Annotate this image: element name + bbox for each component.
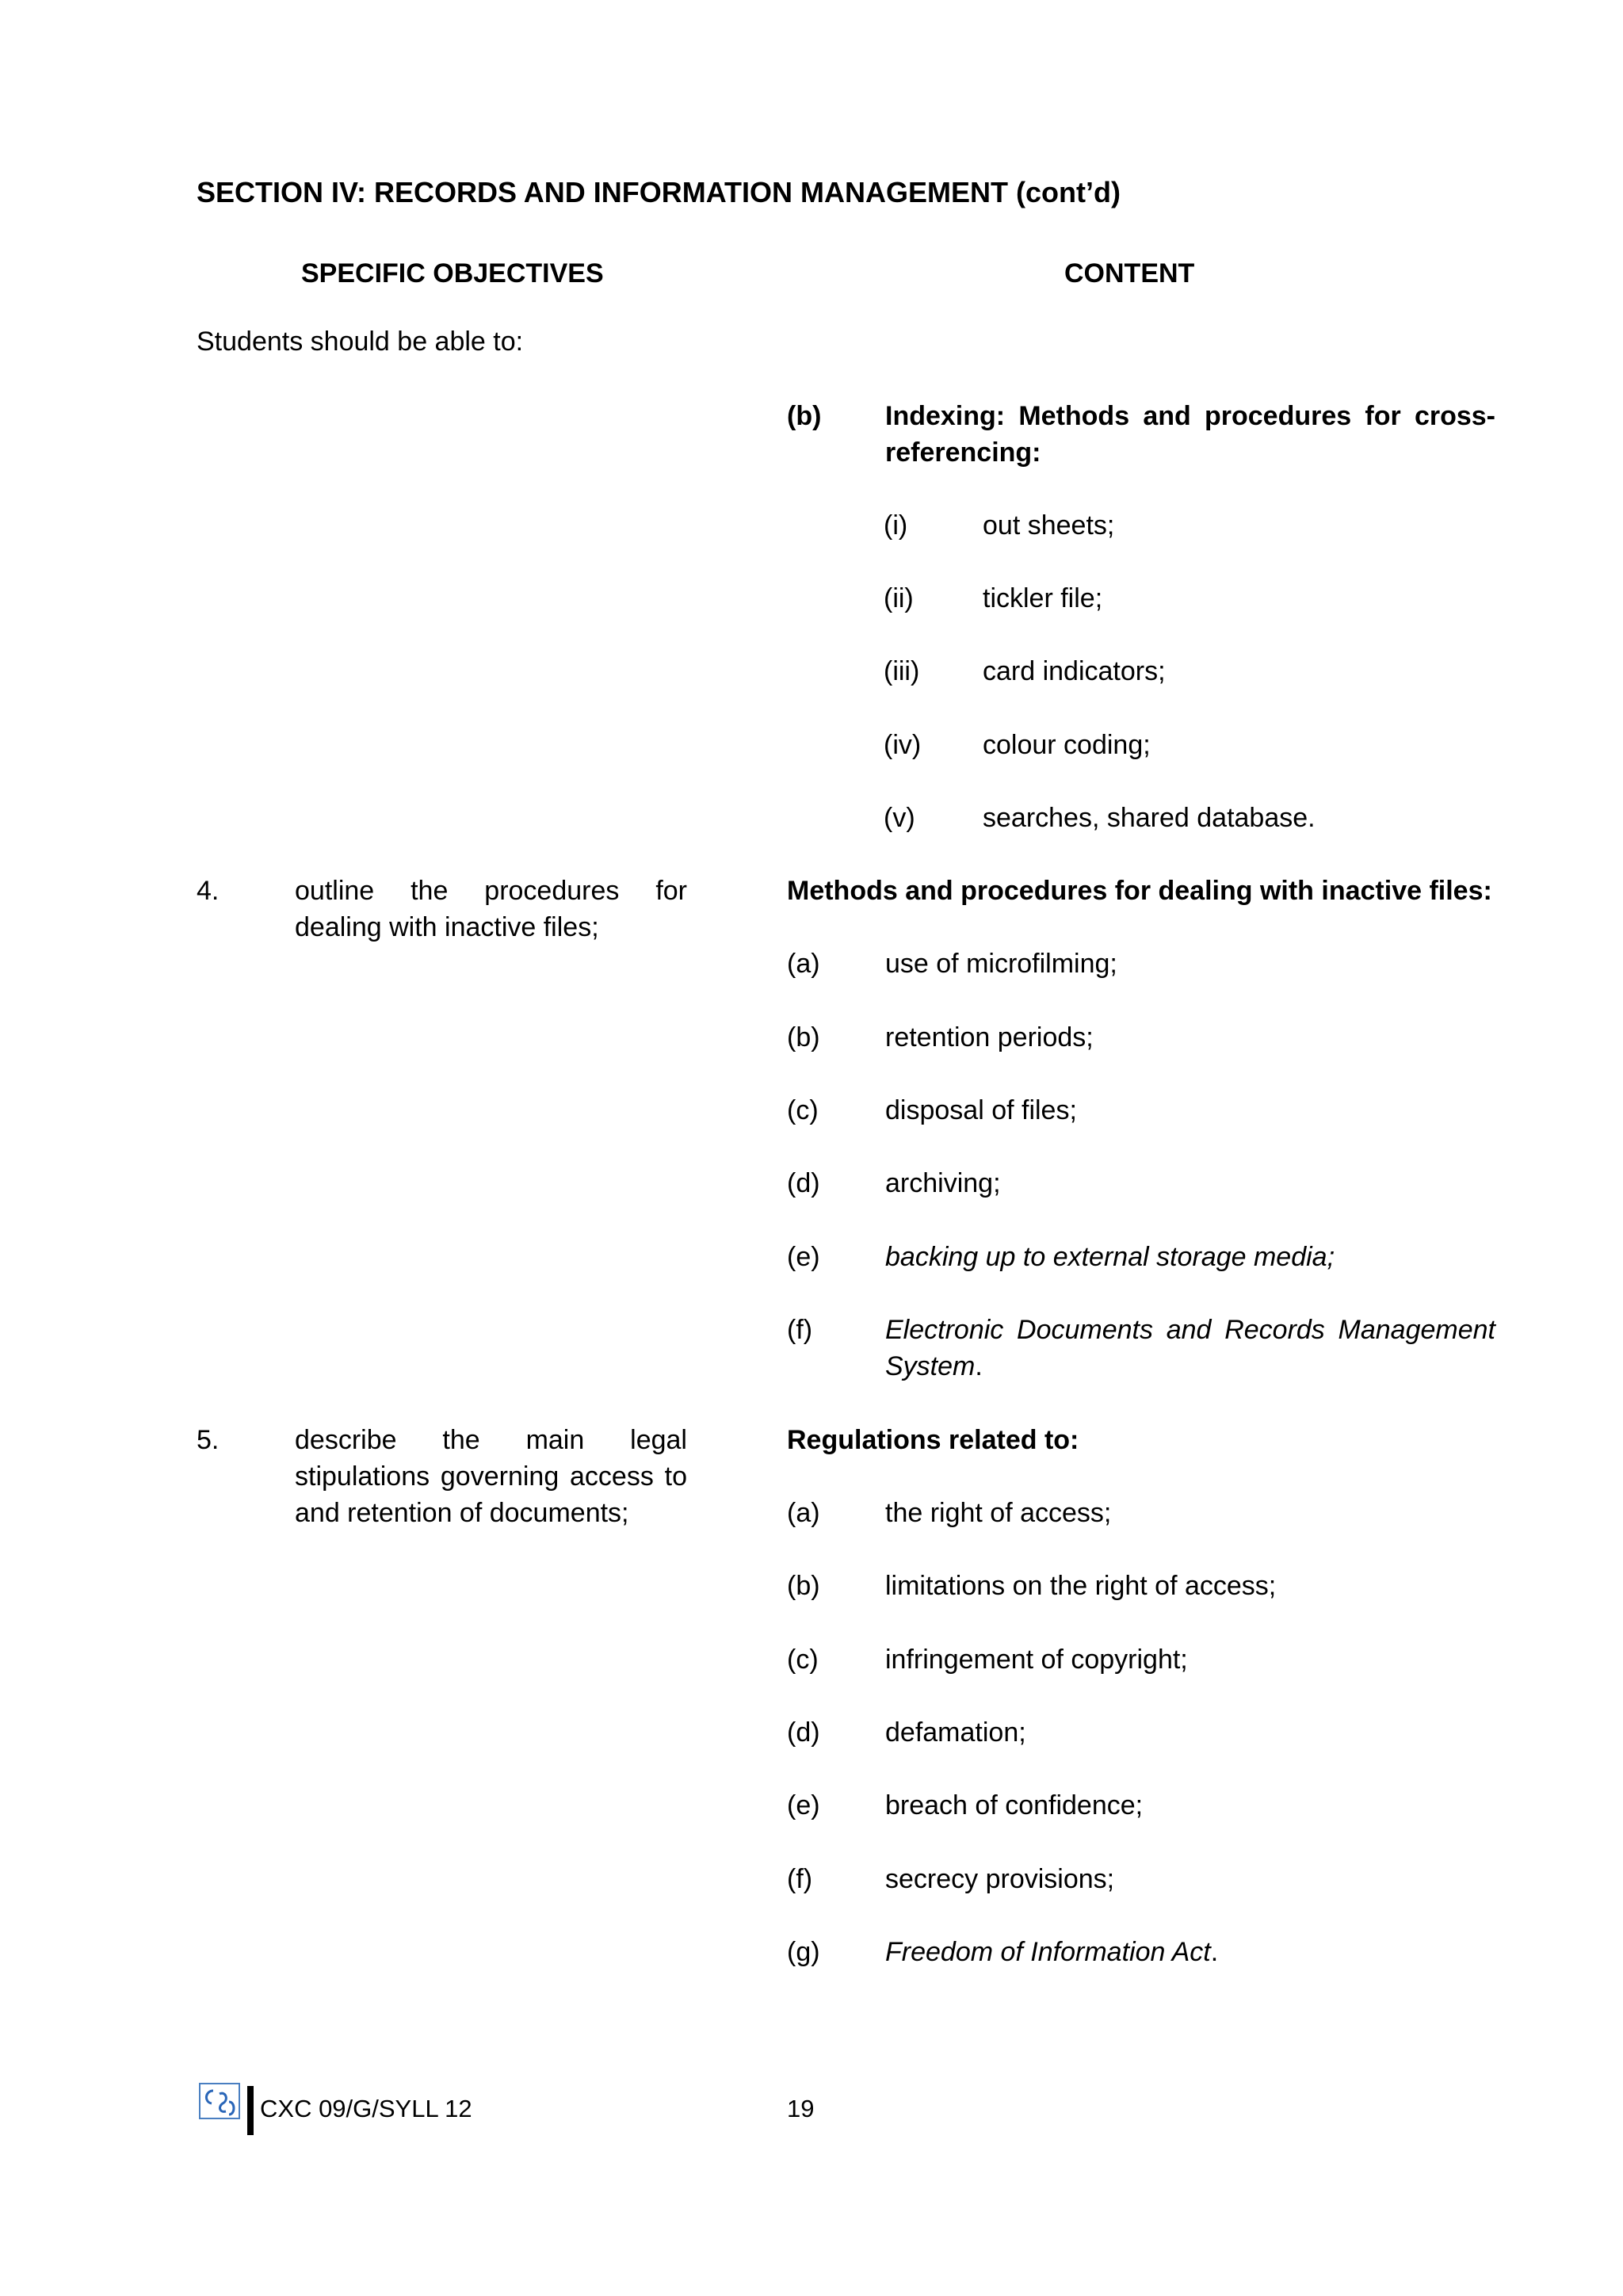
list-item-letter: (e) <box>787 1242 820 1272</box>
objective-text-line: and retention of documents; <box>295 1498 629 1528</box>
objective-number: 4. <box>197 876 220 906</box>
indexing-item-text: out sheets; <box>983 510 1115 541</box>
objective-text-line: stipulations governing access to <box>295 1461 687 1492</box>
list-item-text: archiving; <box>885 1168 1001 1198</box>
list-item-letter: (c) <box>787 1645 819 1675</box>
content-heading: Methods and procedures for dealing with inactive files: <box>787 876 1492 906</box>
column-heading-objectives: SPECIFIC OBJECTIVES <box>301 258 604 288</box>
content-heading: Regulations related to: <box>787 1425 1079 1455</box>
list-item-text-italic: System <box>885 1351 976 1381</box>
indexing-item-text: colour coding; <box>983 730 1151 760</box>
page-number: 19 <box>787 2095 815 2122</box>
list-item-text <box>885 1934 1218 1970</box>
list-item-text: use of microfilming; <box>885 949 1117 979</box>
column-heading-content: CONTENT <box>1064 258 1195 288</box>
list-item-text: Electronic Documents and Records Management <box>885 1315 1495 1345</box>
list-item-text: backing up to external storage media; <box>885 1242 1335 1272</box>
list-item-letter: (d) <box>787 1168 820 1198</box>
indexing-heading-line1: Indexing: Methods and procedures for cross- <box>885 401 1495 431</box>
list-item-text: breach of confidence; <box>885 1790 1144 1820</box>
objective-text-line: dealing with inactive files; <box>295 912 599 942</box>
indexing-item-text: card indicators; <box>983 656 1166 686</box>
indexing-item-num: (iii) <box>884 656 920 686</box>
indexing-item-num: (iv) <box>884 730 922 760</box>
list-item-text: disposal of files; <box>885 1095 1077 1125</box>
list-item-letter: (f) <box>787 1315 813 1345</box>
list-item-text: defamation; <box>885 1717 1026 1748</box>
indexing-item-text: searches, shared database. <box>983 803 1316 833</box>
indexing-item-text: tickler file; <box>983 583 1103 613</box>
indexing-item-num: (i) <box>884 510 908 541</box>
list-item-text-tail: . <box>975 1351 983 1381</box>
list-item-letter: (f) <box>787 1864 813 1894</box>
list-item-letter: (a) <box>787 1498 820 1528</box>
footer-code: CXC 09/G/SYLL 12 <box>260 2095 472 2122</box>
list-item-text: retention periods; <box>885 1022 1094 1052</box>
list-item-letter: (a) <box>787 949 820 979</box>
list-item-letter: (e) <box>787 1790 820 1820</box>
cxc-logo-icon <box>199 2083 240 2119</box>
list-item-text: limitations on the right of access; <box>885 1571 1277 1601</box>
list-item-text-italic: Freedom of Information Act <box>885 1937 1211 1967</box>
list-item-letter: (g) <box>787 1937 820 1967</box>
list-item-letter: (b) <box>787 1022 820 1052</box>
objective-number: 5. <box>197 1425 220 1455</box>
list-item-text: the right of access; <box>885 1498 1112 1528</box>
list-item-text <box>885 1348 983 1385</box>
objective-text-line: describe the main legal <box>295 1425 687 1455</box>
objective-text-line: outline the procedures for <box>295 876 687 906</box>
indexing-item-num: (ii) <box>884 583 914 613</box>
indexing-item-num: (v) <box>884 803 915 833</box>
indexing-heading-line2: referencing: <box>885 437 1041 468</box>
indexing-letter: (b) <box>787 401 822 431</box>
intro-text: Students should be able to: <box>197 327 524 357</box>
list-item-text-tail: . <box>1210 1937 1219 1967</box>
footer-rule <box>247 2086 254 2135</box>
list-item-text: secrecy provisions; <box>885 1864 1115 1894</box>
section-title: SECTION IV: RECORDS AND INFORMATION MANAGEMENT (cont’d) <box>197 176 1121 208</box>
list-item-text: infringement of copyright; <box>885 1645 1188 1675</box>
list-item-letter: (d) <box>787 1717 820 1748</box>
list-item-letter: (b) <box>787 1571 820 1601</box>
list-item-letter: (c) <box>787 1095 819 1125</box>
